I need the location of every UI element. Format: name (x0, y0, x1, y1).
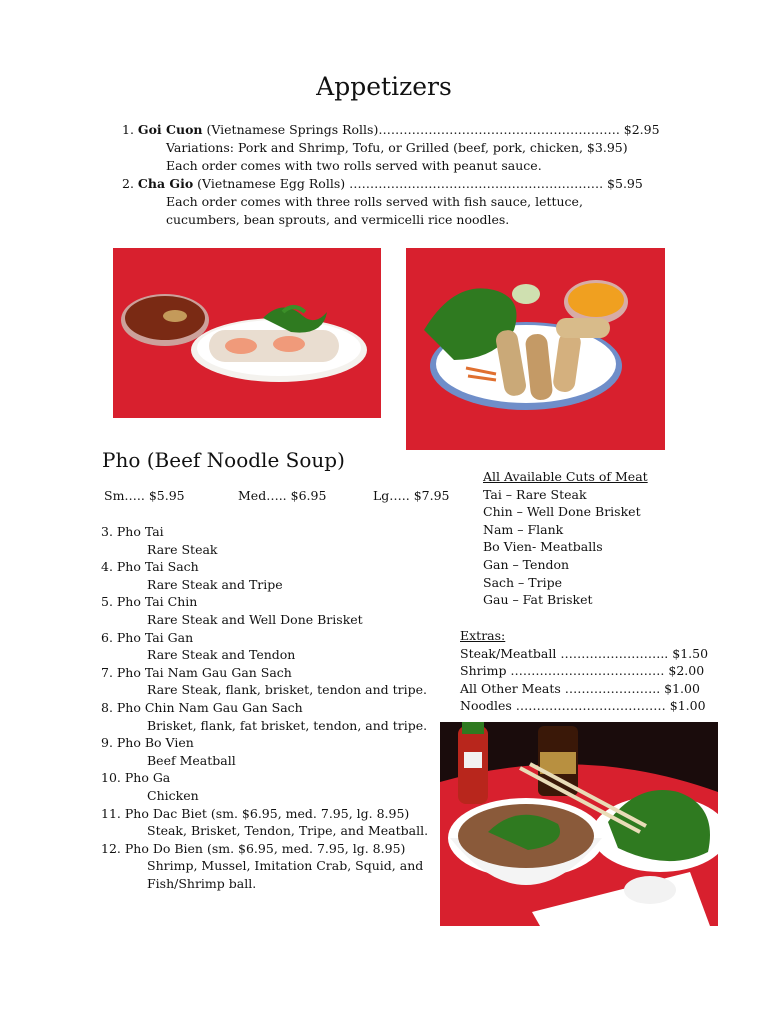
pho-item-name: 11. Pho Dac Biet (sm. $6.95, med. 7.95, lg. 8.95) (101, 805, 410, 821)
meat-cut-item: Gan – Tendon (483, 556, 570, 572)
extra-item: Shrimp ………………………………. $2.00 (460, 663, 705, 679)
pho-item-desc: Rare Steak and Tripe (147, 576, 283, 592)
pho-item-name: 6. Pho Tai Gan (101, 629, 194, 645)
appetizer-detail: cucumbers, bean sprouts, and vermicelli rice noodles. (166, 212, 510, 227)
pho-item-desc: Shrimp, Mussel, Imitation Crab, Squid, and (147, 858, 424, 874)
egg-rolls-photo (406, 248, 665, 450)
page-title: Appetizers (316, 72, 452, 101)
pho-item-name: 12. Pho Do Bien (sm. $6.95, med. 7.95, lg. 8.95) (101, 840, 406, 856)
pho-item-name: 7. Pho Tai Nam Gau Gan Sach (101, 664, 292, 680)
pho-item-name: 8. Pho Chin Nam Gau Gan Sach (101, 699, 303, 715)
extra-item: Steak/Meatball …………………….. $1.50 (460, 645, 709, 661)
pho-size-prices (0, 488, 460, 506)
pho-item-desc: Rare Steak and Well Done Brisket (147, 611, 363, 627)
meat-cuts-heading: All Available Cuts of Meat (483, 469, 648, 484)
appetizer-name: Goi Cuon (137, 122, 203, 137)
appetizer-detail: Variations: Pork and Shrimp, Tofu, or Grilled (beef, pork, chicken, $3.95) (166, 140, 628, 155)
appetizer-item: 1. Goi Cuon (Vietnamese Springs Rolls)…………………………………………………. $2.95 (122, 122, 660, 137)
pho-bowl-photo (440, 722, 718, 926)
appetizer-list (122, 121, 660, 229)
extras-list (460, 627, 708, 715)
size-price-small: Sm….. $5.95 (104, 488, 185, 503)
pho-item-name: 5. Pho Tai Chin (101, 594, 198, 610)
extras-heading: Extras: (460, 628, 506, 643)
extra-item: Noodles ……………………………… $1.00 (460, 698, 706, 714)
pho-item-desc: Beef Meatball (147, 752, 236, 768)
pho-item-desc: Rare Steak, flank, brisket, tendon and tripe. (147, 682, 428, 698)
appetizer-detail: Each order comes with two rolls served with peanut sauce. (166, 158, 542, 173)
meat-cut-item: Gau – Fat Brisket (483, 592, 593, 608)
size-price-large: Lg….. $7.95 (373, 488, 450, 503)
pho-item-name: 9. Pho Bo Vien (101, 735, 194, 751)
meat-cut-item: Nam – Flank (483, 521, 564, 537)
pho-item-desc: Steak, Brisket, Tendon, Tripe, and Meatball. (147, 823, 429, 839)
pho-item-name: 10. Pho Ga (101, 770, 171, 786)
pho-item-desc: Brisket, flank, fat brisket, tendon, and tripe. (147, 717, 428, 733)
appetizer-name: Cha Gio (137, 176, 194, 191)
pho-item-desc: Chicken (147, 787, 199, 803)
meat-cut-item: Bo Vien- Meatballs (483, 539, 603, 555)
pho-item-desc: Fish/Shrimp ball. (147, 875, 257, 891)
appetizer-item: 2. Cha Gio (Vietnamese Egg Rolls) ……………………………………………………. $5.95 (122, 176, 643, 191)
pho-item-desc: Rare Steak (147, 541, 218, 557)
appetizer-detail: Each order comes with three rolls served with fish sauce, lettuce, (166, 194, 583, 209)
pho-item-desc: Rare Steak and Tendon (147, 647, 296, 663)
pho-item-name: 4. Pho Tai Sach (101, 559, 199, 575)
pho-item-name: 3. Pho Tai (101, 524, 164, 539)
size-price-medium: Med….. $6.95 (238, 488, 327, 503)
meat-cut-item: Tai – Rare Steak (483, 486, 587, 502)
pho-heading: Pho (Beef Noodle Soup) (102, 448, 345, 472)
meat-cuts-list (483, 468, 648, 609)
pho-list (101, 523, 428, 892)
spring-rolls-photo (113, 248, 381, 418)
extra-item: All Other Meats ………………….. $1.00 (460, 680, 700, 696)
meat-cut-item: Chin – Well Done Brisket (483, 504, 641, 520)
meat-cut-item: Sach – Tripe (483, 574, 562, 590)
